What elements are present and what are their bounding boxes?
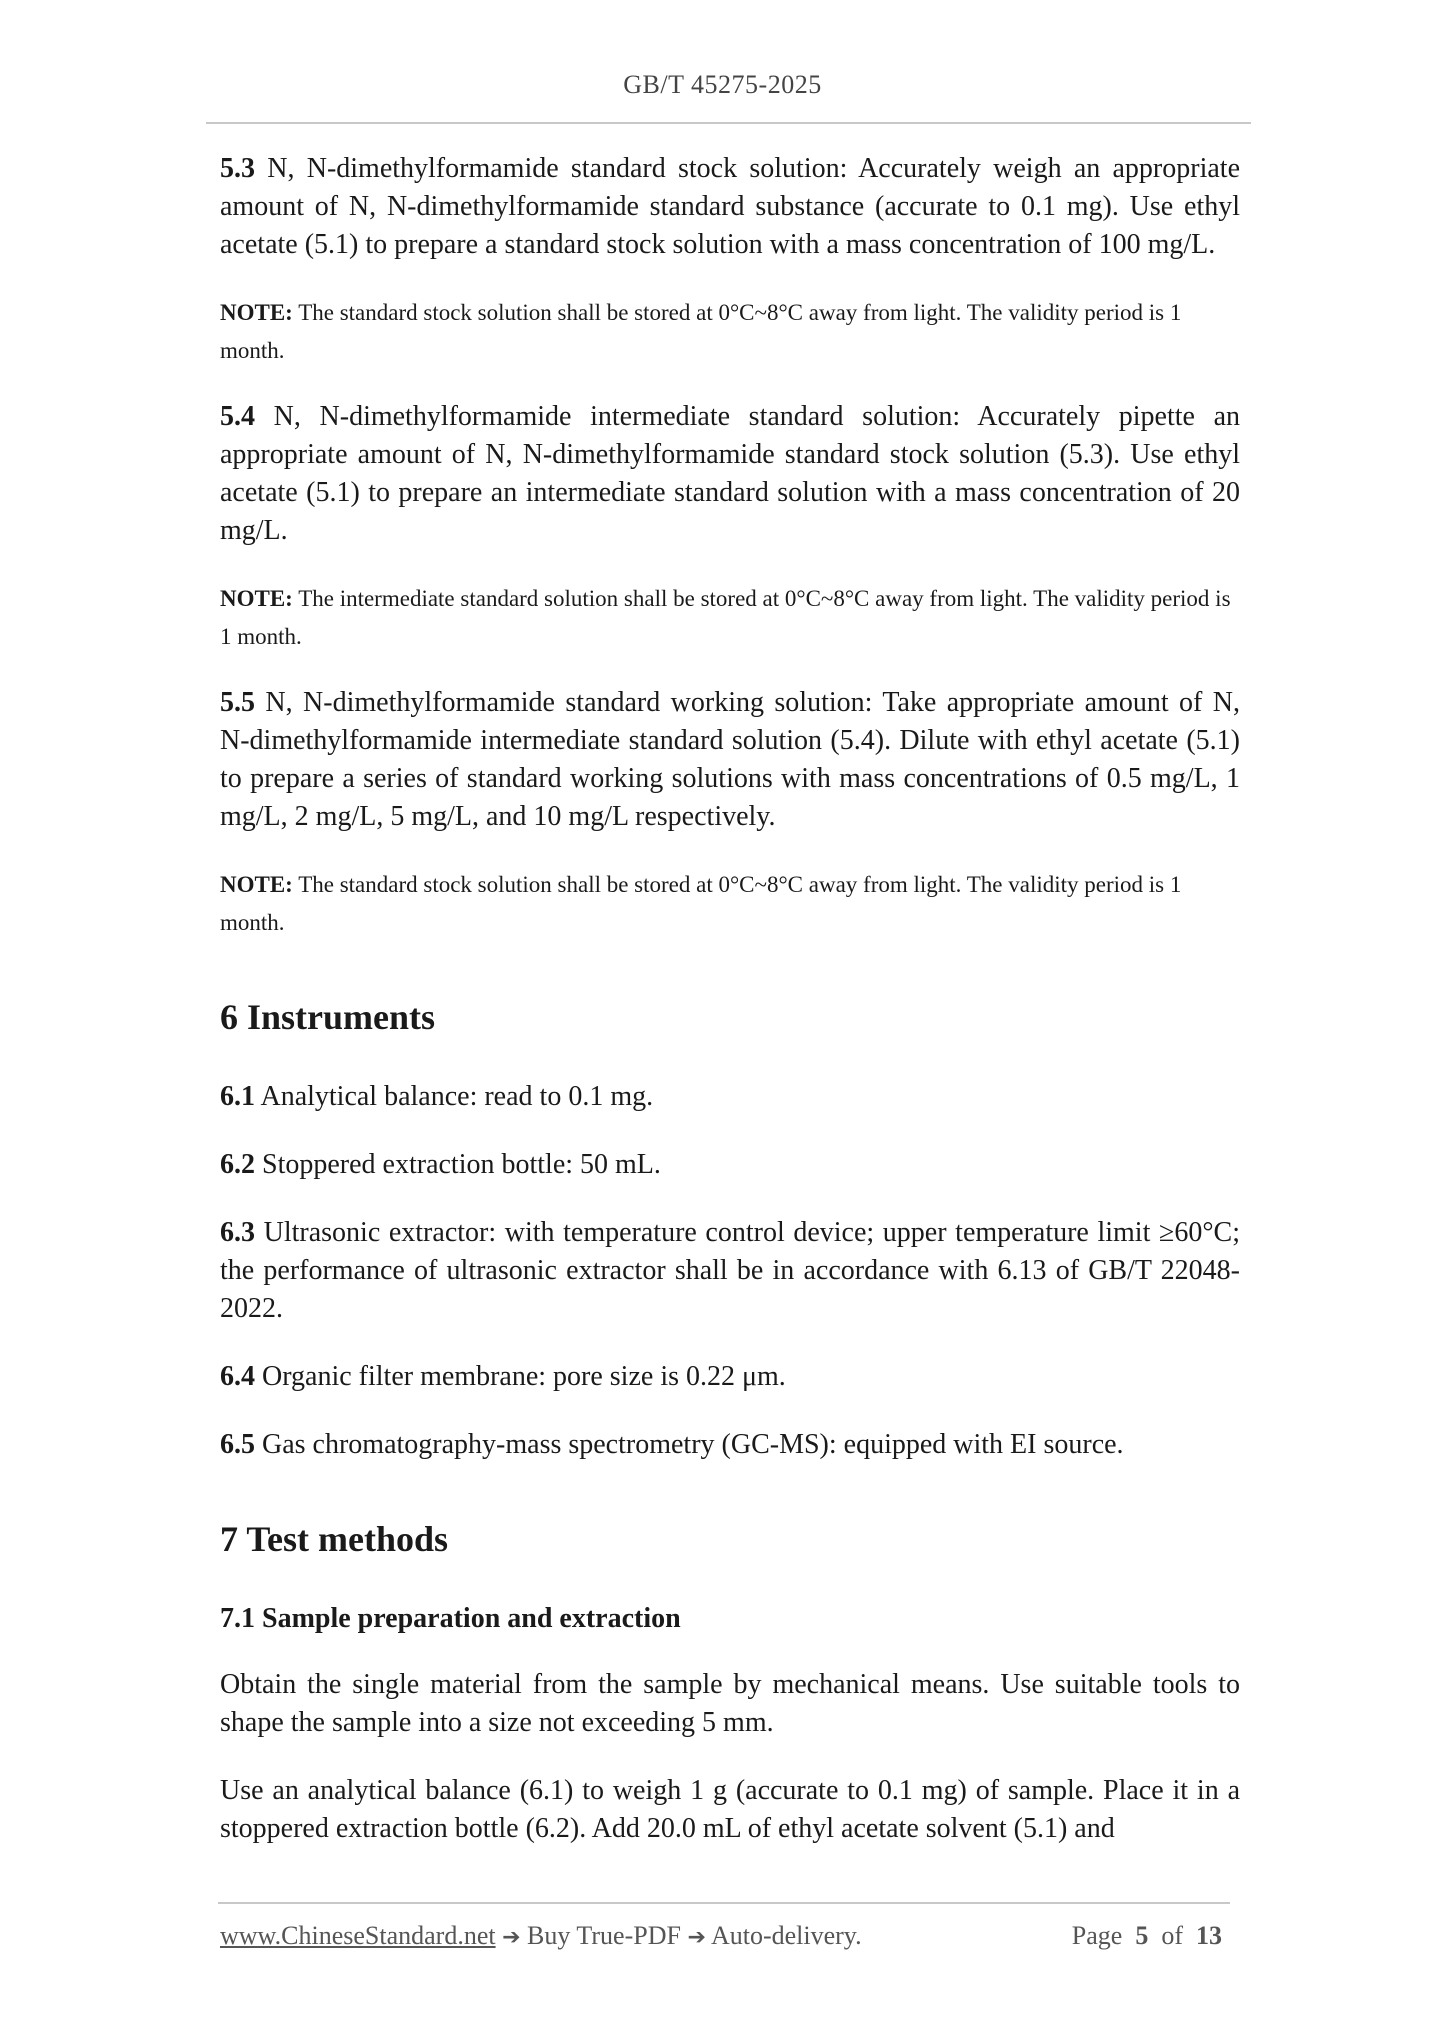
note-label: NOTE:: [220, 586, 293, 611]
clause-text: N, N-dimethylformamide standard stock solution: Accurately weigh an appropriate amount of N, N-dimethylformamide standard substance (accurate to 0.1 mg). Use ethyl acetate (5.1) to prepare a standard stock solution with a mass concentration of 100 mg/L.: [220, 153, 1240, 260]
clause-text: Ultrasonic extractor: with temperature control device; upper temperature limit ≥60°C; the performance of ultrasonic extractor shall be in accordance with 6.13 of GB/T 22048-2022.: [220, 1217, 1240, 1324]
arrow-right-icon: ➔: [687, 1925, 706, 1950]
header-divider: [206, 122, 1251, 124]
paragraph: Obtain the single material from the sample by mechanical means. Use suitable tools to shape the sample into a size not exceeding 5 mm.: [220, 1669, 1240, 1738]
clause-number: 6.4: [220, 1361, 255, 1392]
clause-text: N, N-dimethylformamide standard working solution: Take appropriate amount of N, N-dimethylformamide intermediate standard solution (5.4). Dilute with ethyl acetate (5.1) to prepare a series of standard working solutions with mass concentrations of 0.5 mg/L, 1 mg/L, 2 mg/L, 5 mg/L, and 10 mg/L respectively.: [220, 687, 1240, 832]
page-indicator: [1072, 1921, 1222, 1951]
note-text: The intermediate standard solution shall be stored at 0°C~8°C away from light. The validity period is 1 month.: [220, 586, 1231, 649]
clause-6-1: [220, 1078, 1240, 1116]
clause-5-4: [220, 398, 1240, 550]
note-label: NOTE:: [220, 872, 293, 897]
clause-text: Stoppered extraction bottle: 50 mL.: [262, 1149, 661, 1180]
page-header: GB/T 45275-2025: [623, 70, 822, 99]
note-5-5: [220, 866, 1240, 942]
clause-number: 6.2: [220, 1149, 255, 1180]
clause-6-2: [220, 1146, 1240, 1184]
clause-5-3: [220, 150, 1240, 264]
clause-number: 5.3: [220, 153, 255, 184]
clause-text: Organic filter membrane: pore size is 0.22 μm.: [262, 1361, 786, 1392]
footer-promo: [220, 1921, 862, 1951]
clause-6-5: [220, 1426, 1240, 1464]
footer-delivery-text: Auto-delivery.: [710, 1921, 862, 1950]
clause-text: Gas chromatography-mass spectrometry (GC-MS): equipped with EI source.: [262, 1429, 1124, 1460]
note-5-4: [220, 580, 1240, 656]
clause-number: 5.4: [220, 401, 255, 432]
clause-5-5: [220, 684, 1240, 836]
clause-text: Analytical balance: read to 0.1 mg.: [260, 1081, 654, 1112]
note-text: The standard stock solution shall be stored at 0°C~8°C away from light. The validity period is 1 month.: [220, 300, 1182, 363]
clause-number: 5.5: [220, 687, 255, 718]
paragraph: Use an analytical balance (6.1) to weigh 1 g (accurate to 0.1 mg) of sample. Place it in a stoppered extraction bottle (6.2). Add 20.0 mL of ethyl acetate solvent (5.1) and: [220, 1775, 1240, 1844]
note-label: NOTE:: [220, 300, 293, 325]
section-heading-7: 7 Test methods: [220, 1519, 449, 1559]
clause-text: N, N-dimethylformamide intermediate standard solution: Accurately pipette an appropriate amount of N, N-dimethylformamide standard stock solution (5.3). Use ethyl acetate (5.1) to prepare an intermediate standard solution with a mass concentration of 20 mg/L.: [220, 401, 1241, 546]
clause-number: 6.5: [220, 1429, 255, 1460]
website-link[interactable]: www.ChineseStandard.net: [220, 1921, 496, 1950]
arrow-right-icon: ➔: [502, 1925, 521, 1950]
note-text: The standard stock solution shall be stored at 0°C~8°C away from light. The validity period is 1 month.: [220, 872, 1182, 935]
page-body: [220, 150, 1240, 1848]
page-of: of: [1161, 1921, 1183, 1950]
section-heading-6: 6 Instruments: [220, 997, 436, 1037]
note-5-3: [220, 294, 1240, 370]
clause-6-4: [220, 1358, 1240, 1396]
page-number: 5: [1135, 1921, 1149, 1950]
clause-number: 6.3: [220, 1217, 255, 1248]
clause-6-3: [220, 1214, 1240, 1328]
footer-buy-text: Buy True-PDF: [527, 1921, 681, 1950]
page-total: 13: [1196, 1921, 1222, 1950]
page-label: Page: [1071, 1921, 1123, 1950]
footer-divider: [218, 1902, 1230, 1904]
subsection-heading-7-1: 7.1 Sample preparation and extraction: [220, 1603, 681, 1634]
clause-number: 6.1: [220, 1081, 255, 1112]
